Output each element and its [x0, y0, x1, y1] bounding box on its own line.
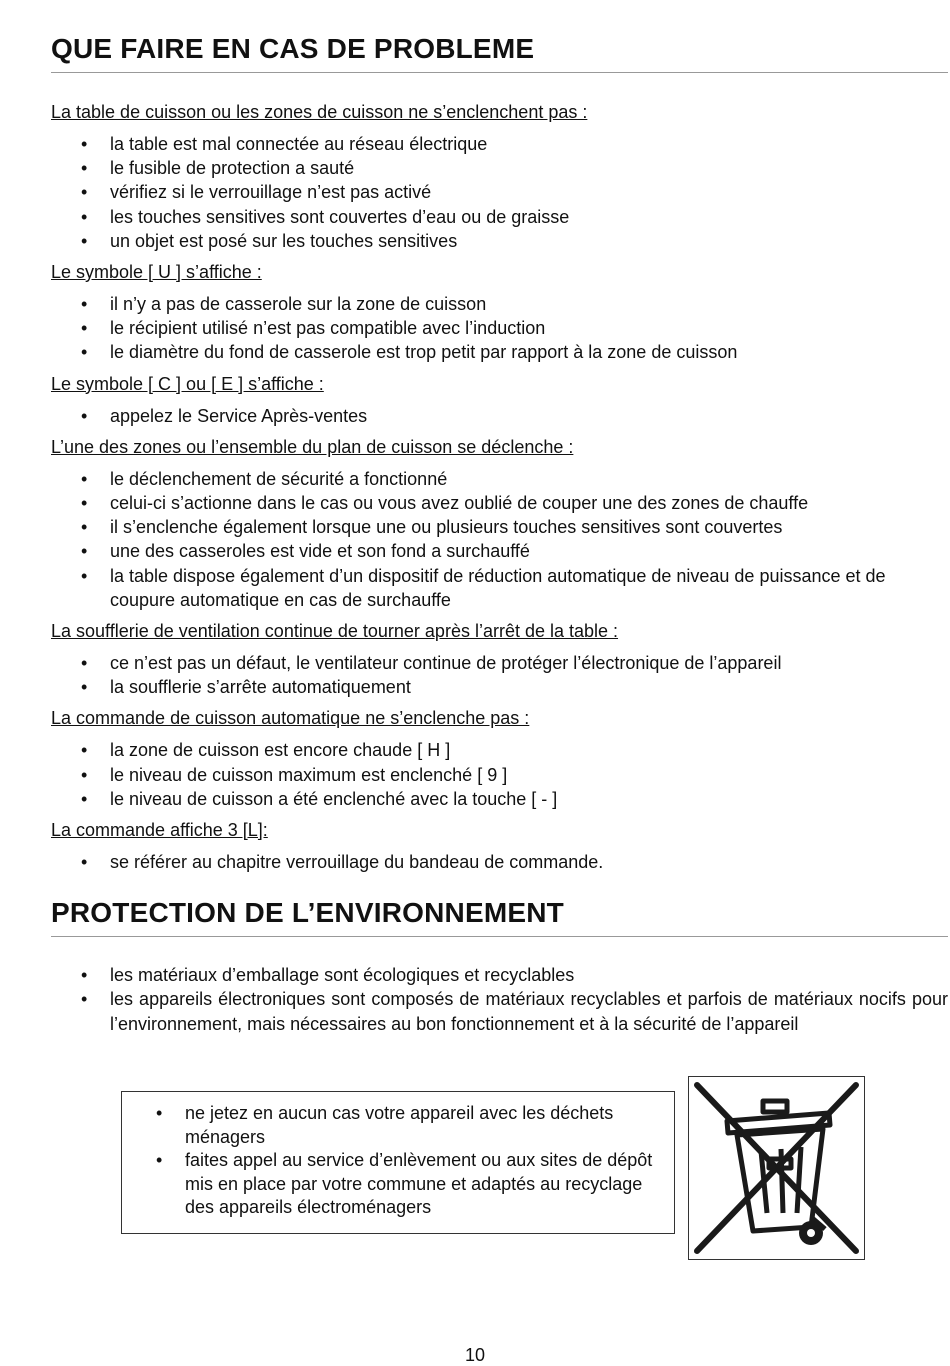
list-item: • le niveau de cuisson maximum est enclenché [ 9 ]	[51, 763, 948, 787]
list-item: • il n’y a pas de casserole sur la zone de cuisson	[51, 292, 948, 316]
issue-heading-display-3l: La commande affiche 3 [L]:	[51, 820, 268, 841]
issue-list-fan-running	[51, 651, 948, 699]
list-item: • les touches sensitives sont couvertes d’eau ou de graisse	[51, 205, 948, 229]
issue-heading-auto-cooking: La commande de cuisson automatique ne s’enclenche pas :	[51, 708, 530, 729]
troubleshooting-title: QUE FAIRE EN CAS DE PROBLEME	[51, 30, 948, 73]
list-item: • la soufflerie s’arrête automatiquement	[51, 675, 948, 699]
issue-heading-cooktop-not-starting: La table de cuisson ou les zones de cuisson ne s’enclenchent pas :	[51, 102, 588, 122]
list-item: • le diamètre du fond de casserole est trop petit par rapport à la zone de cuisson	[51, 340, 948, 364]
issue-heading-symbol-c-e: Le symbole [ C ] ou [ E ] s’affiche :	[51, 373, 324, 394]
issue-heading-fan-running: La soufflerie de ventilation continue de tourner après l’arrêt de la table :	[51, 621, 619, 642]
environment-list	[51, 963, 948, 1036]
document-page	[51, 30, 948, 1217]
disposal-notice-list	[128, 1102, 666, 1220]
crossed-out-wheeled-bin-icon	[688, 1076, 865, 1260]
list-item: • la table dispose également d’un dispositif de réduction automatique de niveau de puissance et de coupure automatique en cas de surchauffe	[51, 564, 948, 612]
issue-list-auto-cooking	[51, 738, 948, 811]
issue-list-cooktop-not-starting	[51, 132, 948, 253]
list-item: • le récipient utilisé n’est pas compatible avec l’induction	[51, 316, 948, 340]
list-item: • se référer au chapitre verrouillage du bandeau de commande.	[51, 850, 948, 874]
issue-list-zone-shutdown	[51, 467, 948, 612]
list-item: • une des casseroles est vide et son fond a surchauffé	[51, 539, 948, 563]
list-item: • celui-ci s’actionne dans le cas ou vous avez oublié de couper une des zones de chauffe	[51, 491, 948, 515]
list-item: • ce n’est pas un défaut, le ventilateur continue de protéger l’électronique de l’appareil	[51, 651, 948, 675]
issue-list-symbol-u	[51, 292, 948, 365]
issue-heading-symbol-u: Le symbole [ U ] s’affiche :	[51, 262, 262, 283]
list-item: • la table est mal connectée au réseau électrique	[51, 132, 948, 156]
issue-heading-zone-shutdown: L’une des zones ou l’ensemble du plan de cuisson se déclenche :	[51, 436, 574, 457]
list-item: • les appareils électroniques sont composés de matériaux recyclables et parfois de matériaux nocifs pour l’environnement, mais nécessaires au bon fonctionnement et à la sécurité de l’appareil	[51, 987, 948, 1035]
list-item: • le fusible de protection a sauté	[51, 156, 948, 180]
list-item: • ne jetez en aucun cas votre appareil avec les déchets ménagers	[128, 1102, 666, 1149]
list-item: • il s’enclenche également lorsque une ou plusieurs touches sensitives sont couvertes	[51, 515, 948, 539]
issue-list-symbol-c-e	[51, 404, 948, 428]
list-item: • appelez le Service Après-ventes	[51, 404, 948, 428]
disposal-notice-box	[121, 1091, 675, 1234]
list-item: • les matériaux d’emballage sont écologiques et recyclables	[51, 963, 948, 987]
list-item: • faites appel au service d’enlèvement ou aux sites de dépôt mis en place par votre commune et adaptés au recyclage des appareils électroménagers	[128, 1149, 666, 1220]
list-item: • un objet est posé sur les touches sensitives	[51, 229, 948, 253]
list-item: • le niveau de cuisson a été enclenché avec la touche [ - ]	[51, 787, 948, 811]
list-item: • le déclenchement de sécurité a fonctionné	[51, 467, 948, 491]
issue-list-display-3l	[51, 850, 948, 874]
page-number: 10	[464, 1345, 486, 1365]
list-item: • la zone de cuisson est encore chaude [ H ]	[51, 738, 948, 762]
list-item: • vérifiez si le verrouillage n’est pas activé	[51, 180, 948, 204]
environment-title: PROTECTION DE L’ENVIRONNEMENT	[51, 894, 948, 937]
